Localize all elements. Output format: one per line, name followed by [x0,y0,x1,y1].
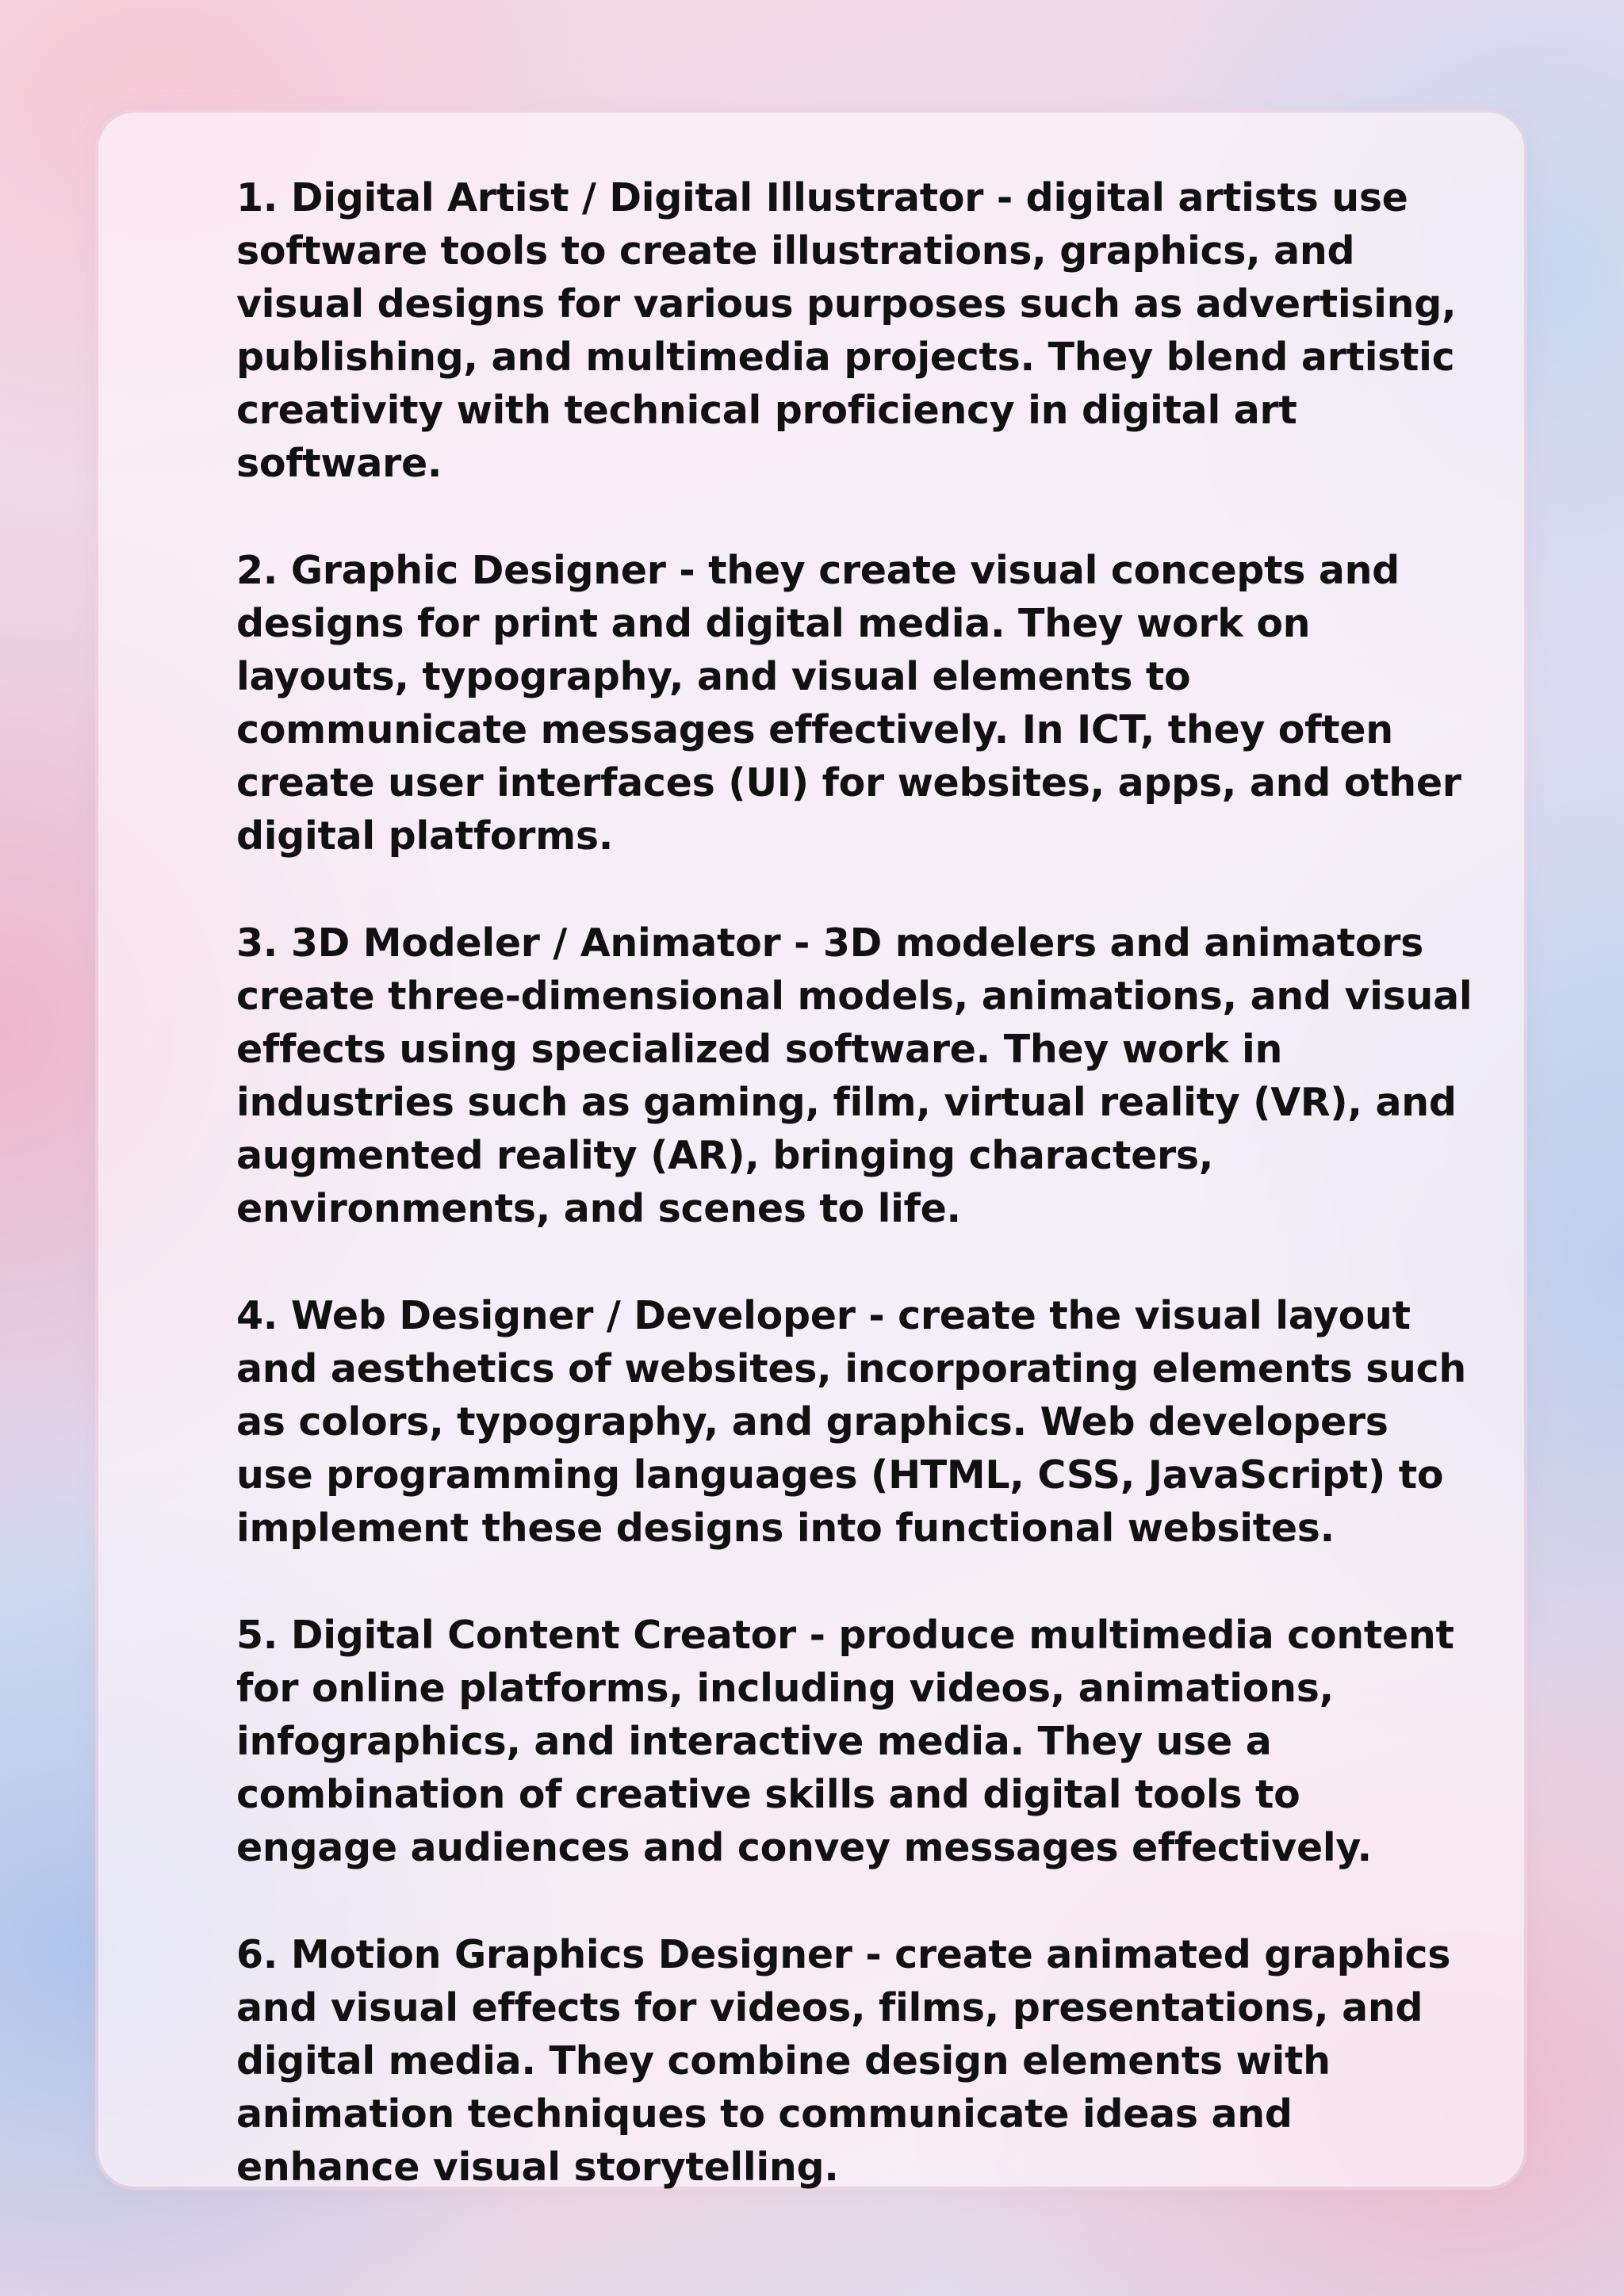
career-entry-3d-modeler: 3. 3D Modeler / Animator - 3D modelers and animators create three-dimensional models, animations, and visual effects using specialized software. They work in industries such as gaming, film, virtual reality (VR), and augmented reality (AR), bringing characters, environments, and scenes to life. [236,920,1473,1231]
career-entry-motion-graphics: 6. Motion Graphics Designer - create animated graphics and visual effects for videos, films, presentations, and digital media. They combine design elements with animation techniques to communicate ideas and enhance visual storytelling. [236,1932,1451,2190]
career-entry-digital-artist: 1. Digital Artist / Digital Illustrator - digital artists use software tools to create illustrations, graphics, and visual designs for various purposes such as advertising, publishing, and multimedia projects. They blend artistic creativity with technical proficiency in digital art software. [236,175,1457,486]
career-entry-web-designer: 4. Web Designer / Developer - create the visual layout and aesthetics of websites, incorporating elements such as colors, typography, and graphics. Web developers use programming languages (HTML, CSS, JavaScript) to implement these designs into functional websites. [236,1293,1466,1551]
career-entry-graphic-designer: 2. Graphic Designer - they create visual concepts and designs for print and digital media. They work on layouts, typography, and visual elements to communicate messages effectively. In ICT, they often create user interfaces (UI) for websites, apps, and other digital platforms. [236,548,1461,859]
content-card [98,113,1524,2190]
career-entry-content-creator: 5. Digital Content Creator - produce multimedia content for online platforms, including videos, animations, infographics, and interactive media. They use a combination of creative skills and digital tools to engage audiences and convey messages effectively. [236,1613,1454,1870]
